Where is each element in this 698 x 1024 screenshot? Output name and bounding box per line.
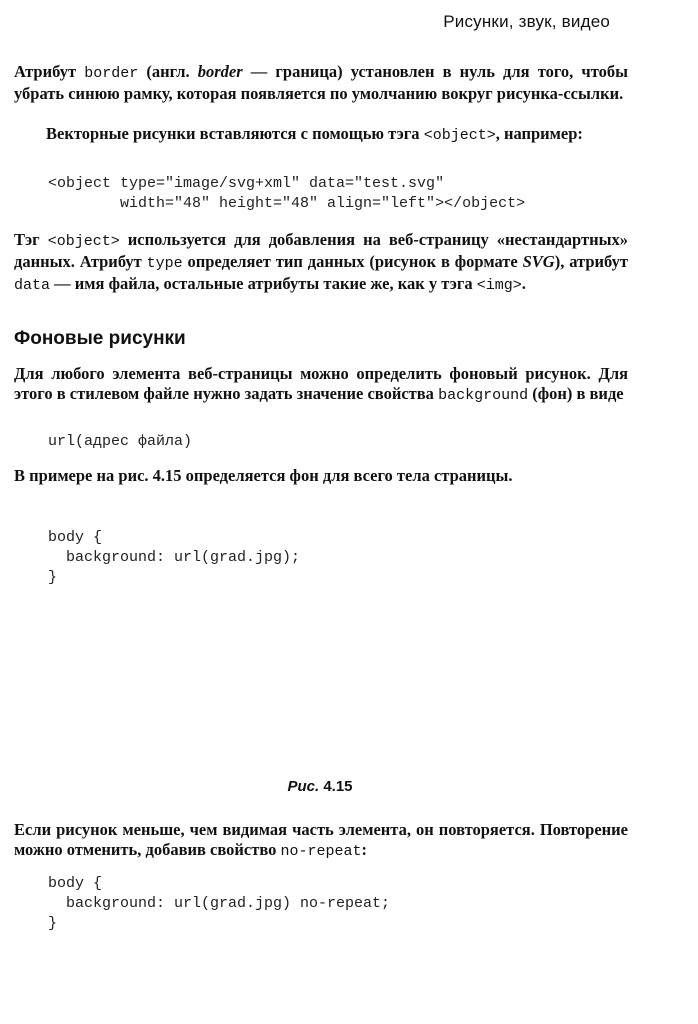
text: , например:	[495, 124, 583, 143]
text: Для любого элемента веб-страницы можно определить фоновый рисунок. Для этого в стилевом файле нужно задать значение свойства	[14, 364, 628, 403]
code-block-url-syntax: url(адрес файла)	[48, 433, 193, 450]
paragraph-object-tag	[14, 230, 628, 296]
section-heading: Фоновые рисунки	[14, 328, 186, 349]
paragraph-background-intro	[14, 364, 628, 406]
italic-term: border	[197, 62, 243, 81]
text: Векторные рисунки вставляются с помощью тэга	[46, 124, 424, 143]
paragraph-vector-images	[14, 124, 628, 146]
text: :	[361, 840, 368, 859]
text: — граница) установлен в нуль для того, чтобы убрать синюю рамку, которая появляется по умолчанию вокруг рисунка-ссылки.	[14, 62, 628, 103]
inline-code: data	[14, 277, 51, 294]
inline-code: border	[84, 65, 139, 82]
text: (фон) в виде	[528, 384, 624, 403]
text: ), атрибут	[554, 252, 628, 271]
caption-label: Рис.	[287, 778, 320, 795]
inline-code: <object>	[47, 233, 120, 250]
paragraph-border-attribute	[14, 62, 628, 104]
inline-code: <img>	[476, 277, 522, 294]
text: Тэг	[14, 230, 48, 249]
text: (англ.	[138, 62, 198, 81]
running-head: Рисунки, звук, видео	[443, 12, 610, 31]
code-block-object-tag: <object type="image/svg+xml" data="test.svg" width="48" height="48" align="left"></object>	[48, 175, 526, 212]
caption-number: 4.15	[323, 778, 353, 795]
text: — имя файла, остальные атрибуты такие же, как у тэга	[50, 274, 477, 293]
text: .	[521, 274, 526, 293]
text: используется для добавления на веб-страницу «нестандартных» данных. Атрибут	[14, 230, 628, 271]
inline-code: <object>	[423, 127, 496, 144]
paragraph-no-repeat	[14, 820, 628, 862]
code-block-no-repeat: body { background: url(grad.jpg) no-repeat; }	[48, 875, 391, 932]
text: определяет тип данных (рисунок в формате	[182, 252, 523, 271]
inline-code: background	[438, 387, 529, 404]
italic-term: SVG	[522, 252, 555, 271]
code-block-body-background: body { background: url(grad.jpg); }	[48, 529, 301, 586]
text: В примере на рис. 4.15 определяется фон для всего тела страницы.	[14, 466, 513, 485]
text: Атрибут	[14, 62, 85, 81]
text: Если рисунок меньше, чем видимая часть элемента, он повторяется. Повторение можно отменить, добавив свойство	[14, 820, 628, 859]
paragraph-figure-reference	[14, 466, 628, 486]
inline-code: no-repeat	[280, 843, 362, 860]
inline-code: type	[146, 255, 183, 272]
figure-caption	[0, 778, 640, 795]
